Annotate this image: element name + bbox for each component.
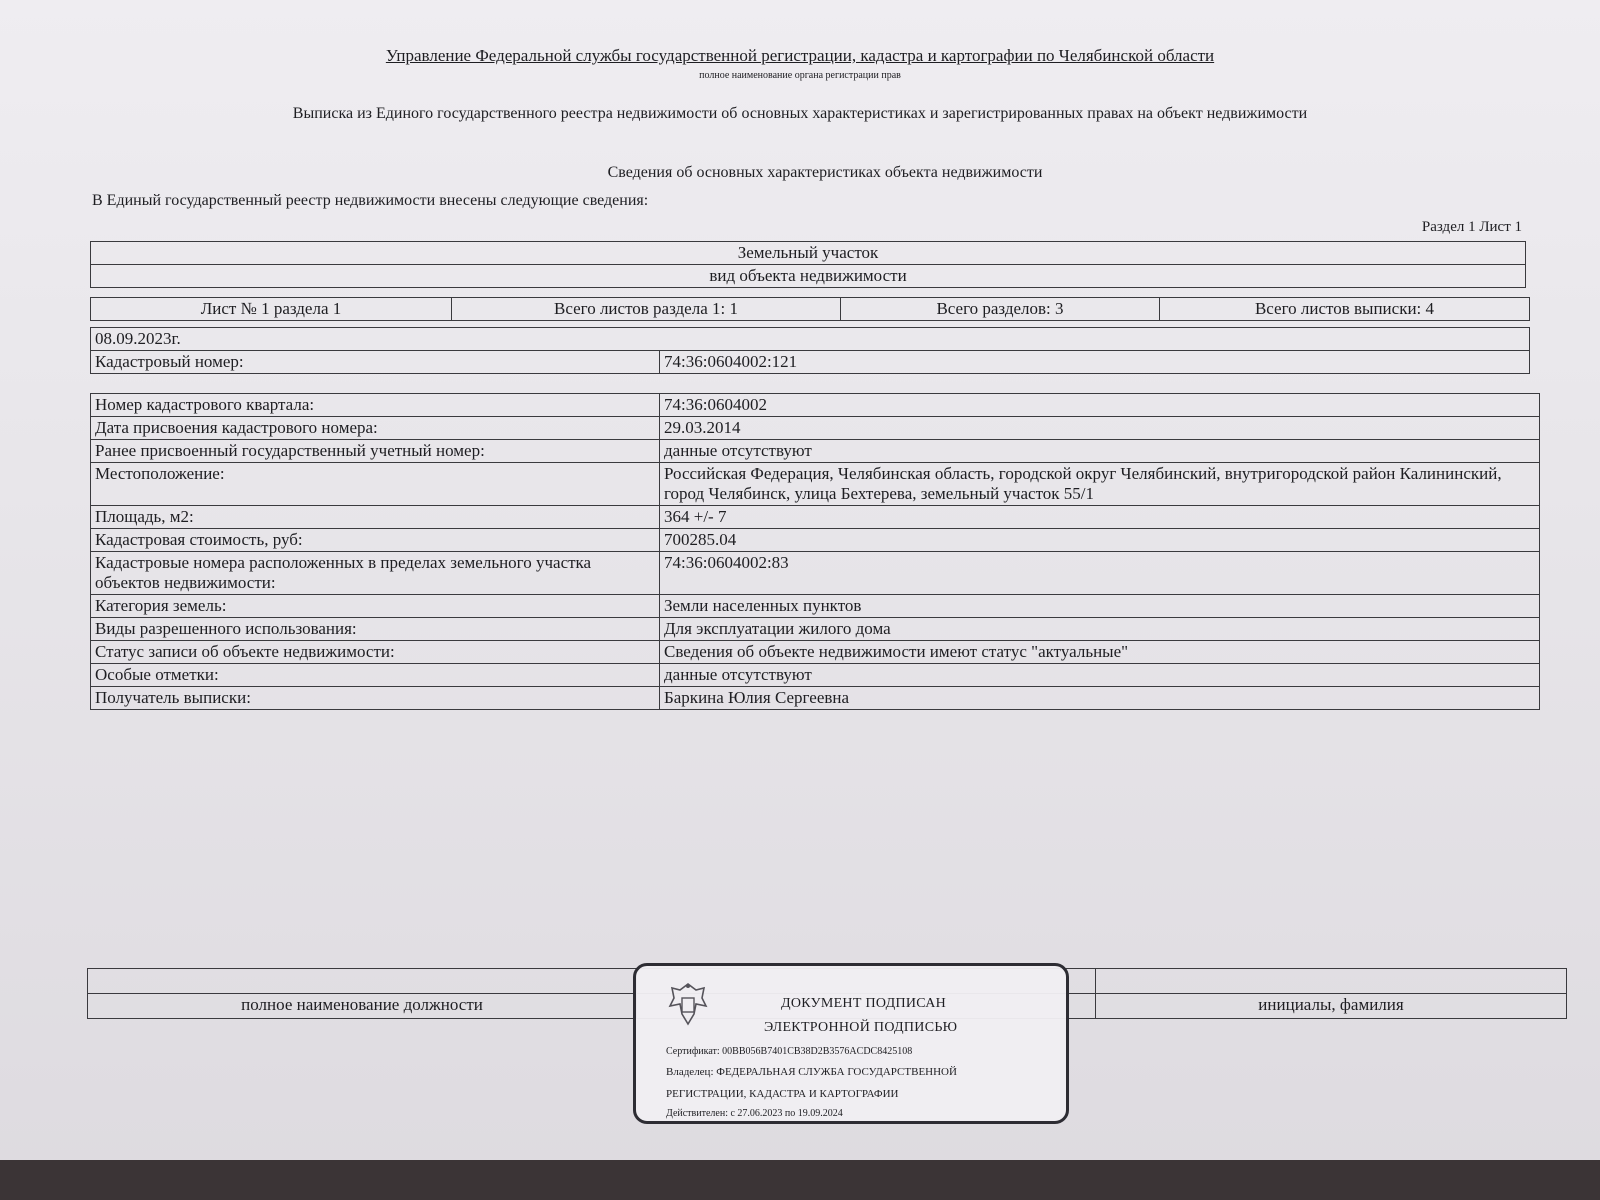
- total-sections: Всего разделов: 3: [841, 298, 1160, 321]
- row-label: Кадастровая стоимость, руб:: [91, 529, 660, 552]
- object-type: Земельный участок: [91, 242, 1526, 265]
- stamp-validity: Действителен: с 27.06.2023 по 19.09.2024: [666, 1108, 843, 1119]
- position-field: [88, 969, 637, 994]
- extract-date: 08.09.2023г.: [91, 328, 1530, 351]
- row-value: 29.03.2014: [660, 417, 1540, 440]
- row-value: 700285.04: [660, 529, 1540, 552]
- name-caption: инициалы, фамилия: [1096, 994, 1567, 1019]
- table-row: [91, 529, 1540, 552]
- object-type-table: [90, 241, 1526, 288]
- stamp-line-signed: ДОКУМЕНТ ПОДПИСАН: [781, 996, 947, 1011]
- row-label: Категория земель:: [91, 595, 660, 618]
- name-field: [1096, 969, 1567, 994]
- stamp-owner-line2: РЕГИСТРАЦИИ, КАДАСТРА И КАРТОГРАФИИ: [666, 1088, 899, 1100]
- table-row: [91, 440, 1540, 463]
- table-row: [91, 618, 1540, 641]
- date-cadastral-table: [90, 327, 1530, 374]
- row-label: Ранее присвоенный государственный учетный номер:: [91, 440, 660, 463]
- row-value: данные отсутствуют: [660, 440, 1540, 463]
- total-extract-sheets: Всего листов выписки: 4: [1160, 298, 1530, 321]
- stamp-certificate: Сертификат: 00BB056B7401CB38D2B3576ACDC8425108: [666, 1046, 913, 1057]
- row-label: Статус записи об объекте недвижимости:: [91, 641, 660, 664]
- table-row: [91, 417, 1540, 440]
- table-row: [91, 552, 1540, 595]
- table-row: [91, 687, 1540, 710]
- stamp-owner-line1: Владелец: ФЕДЕРАЛЬНАЯ СЛУЖБА ГОСУДАРСТВЕННОЙ: [666, 1066, 957, 1078]
- row-value: Баркина Юлия Сергеевна: [660, 687, 1540, 710]
- row-value: Российская Федерация, Челябинская область, городской округ Челябинский, внутригородской район Калининский, город Челябинск, улица Бехтерева, земельный участок 55/1: [660, 463, 1540, 506]
- row-label: Кадастровые номера расположенных в пределах земельного участка объектов недвижимости:: [91, 552, 660, 595]
- section-sheet-label: Раздел 1 Лист 1: [1421, 219, 1522, 235]
- document-title: Выписка из Единого государственного реестра недвижимости об основных характеристиках и зарегистрированных правах на объект недвижимости: [292, 105, 1308, 122]
- organization-name: Управление Федеральной службы государственной регистрации, кадастра и картографии по Челябинской области: [385, 46, 1215, 65]
- cadastral-number-label: Кадастровый номер:: [91, 351, 660, 374]
- row-label: Номер кадастрового квартала:: [91, 394, 660, 417]
- table-row: [91, 463, 1540, 506]
- table-row: [91, 394, 1540, 417]
- table-row: [91, 664, 1540, 687]
- sheets-info-table: [90, 297, 1530, 321]
- row-value: Земли населенных пунктов: [660, 595, 1540, 618]
- row-value: 74:36:0604002:83: [660, 552, 1540, 595]
- sheet-number: Лист № 1 раздела 1: [91, 298, 452, 321]
- row-label: Дата присвоения кадастрового номера:: [91, 417, 660, 440]
- stamp-line-electronic: ЭЛЕКТРОННОЙ ПОДПИСЬЮ: [764, 1020, 958, 1035]
- intro-text: В Единый государственный реестр недвижимости внесены следующие сведения:: [92, 192, 649, 209]
- row-label: Местоположение:: [91, 463, 660, 506]
- object-type-caption: вид объекта недвижимости: [91, 265, 1526, 288]
- background-surface: [0, 1160, 1600, 1200]
- row-value: 364 +/- 7: [660, 506, 1540, 529]
- cadastral-number-value: 74:36:0604002:121: [660, 351, 1530, 374]
- row-label: Виды разрешенного использования:: [91, 618, 660, 641]
- coat-of-arms-icon: [666, 980, 710, 1030]
- row-value: Сведения об объекте недвижимости имеют статус "актуальные": [660, 641, 1540, 664]
- electronic-signature-stamp: [633, 963, 1069, 1124]
- section-title: Сведения об основных характеристиках объекта недвижимости: [607, 164, 1043, 181]
- organization-caption: полное наименование органа регистрации прав: [699, 70, 901, 81]
- row-value: 74:36:0604002: [660, 394, 1540, 417]
- row-value: данные отсутствуют: [660, 664, 1540, 687]
- row-label: Получатель выписки:: [91, 687, 660, 710]
- total-section-sheets: Всего листов раздела 1: 1: [452, 298, 841, 321]
- row-label: Особые отметки:: [91, 664, 660, 687]
- table-row: [91, 506, 1540, 529]
- row-label: Площадь, м2:: [91, 506, 660, 529]
- table-row: [91, 595, 1540, 618]
- characteristics-table: [90, 393, 1540, 710]
- position-caption: полное наименование должности: [88, 994, 637, 1019]
- table-row: [91, 641, 1540, 664]
- row-value: Для эксплуатации жилого дома: [660, 618, 1540, 641]
